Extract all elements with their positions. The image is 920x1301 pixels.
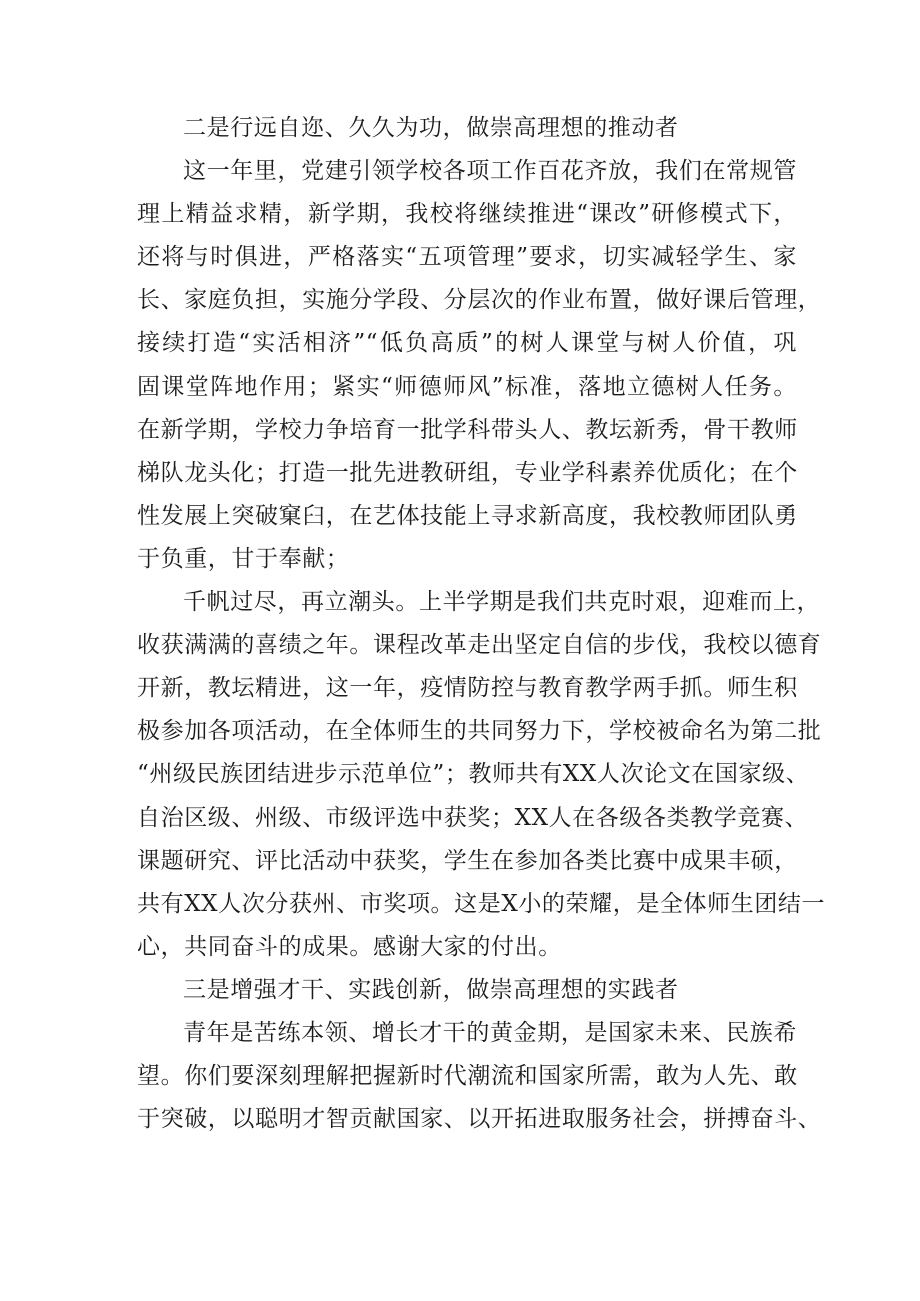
paragraph-line: 课题研究、评比活动中获奖，学生在参加各类比赛中成果丰硕，: [137, 847, 798, 874]
paragraph-line: 自治区级、州级、市级评选中获奖；XX人在各级各类教学竞赛、: [137, 804, 809, 831]
section-heading-two: 二是行远自迩、久久为功，做崇高理想的推动者: [183, 115, 679, 141]
paragraph-line: 这一年里，党建引领学校各项工作百花齐放，我们在常规管: [183, 158, 797, 185]
paragraph-line: 在新学期，学校力争培育一批学科带头人、教坛新秀，骨干教师: [137, 416, 798, 443]
paragraph-line: 极参加各项活动，在全体师生的共同努力下，学校被命名为第二批: [137, 718, 822, 745]
paragraph-line: 长、家庭负担，实施分学段、分层次的作业布置，做好课后管理，: [137, 287, 822, 314]
paragraph-line: 于突破，以聪明才智贡献国家、以开拓进取服务社会，拼搏奋斗、: [137, 1106, 822, 1133]
paragraph-line: 理上精益求精，新学期，我校将继续推进“课改”研修模式下，: [137, 201, 797, 228]
paragraph-line: 心，共同奋斗的成果。感谢大家的付出。: [137, 933, 562, 960]
paragraph-line: 还将与时俱进，严格落实“五项管理”要求，切实减轻学生、家: [137, 244, 797, 271]
paragraph-line: 望。你们要深刻理解把握新时代潮流和国家所需，敢为人先、敢: [137, 1063, 798, 1090]
paragraph-line: 梯队龙头化；打造一批先进教研组，专业学科素养优质化；在个: [137, 459, 798, 486]
paragraph-line: 开新，教坛精进，这一年，疫情防控与教育教学两手抓。师生积: [137, 675, 798, 702]
paragraph-line: 于负重，甘于奉献；: [137, 545, 350, 572]
paragraph-line: 性发展上突破窠臼，在艺体技能上寻求新高度，我校教师团队勇: [137, 502, 798, 529]
paragraph-line: 青年是苦练本领、增长才干的黄金期，是国家未来、民族希: [183, 1019, 797, 1046]
paragraph-line: “州级民族团结进步示范单位”；教师共有XX人次论文在国家级、: [137, 761, 810, 788]
document-body: [137, 107, 826, 1141]
section-heading-three: 三是增强才干、实践创新，做崇高理想的实践者: [183, 976, 679, 1003]
paragraph-line: 千帆过尽，再立潮头。上半学期是我们共克时艰，迎难而上，: [183, 589, 821, 616]
paragraph-line: 接续打造“实活相济”“低负高质”的树人课堂与树人价值，巩: [137, 330, 797, 357]
paragraph-line: 固课堂阵地作用；紧实“师德师风”标准，落地立德树人任务。: [137, 373, 797, 400]
paragraph-line: 收获满满的喜绩之年。课程改革走出坚定自信的步伐，我校以德育: [137, 632, 822, 659]
paragraph-line: 共有XX人次分获州、市奖项。这是X小的荣耀，是全体师生团结一: [137, 890, 826, 917]
